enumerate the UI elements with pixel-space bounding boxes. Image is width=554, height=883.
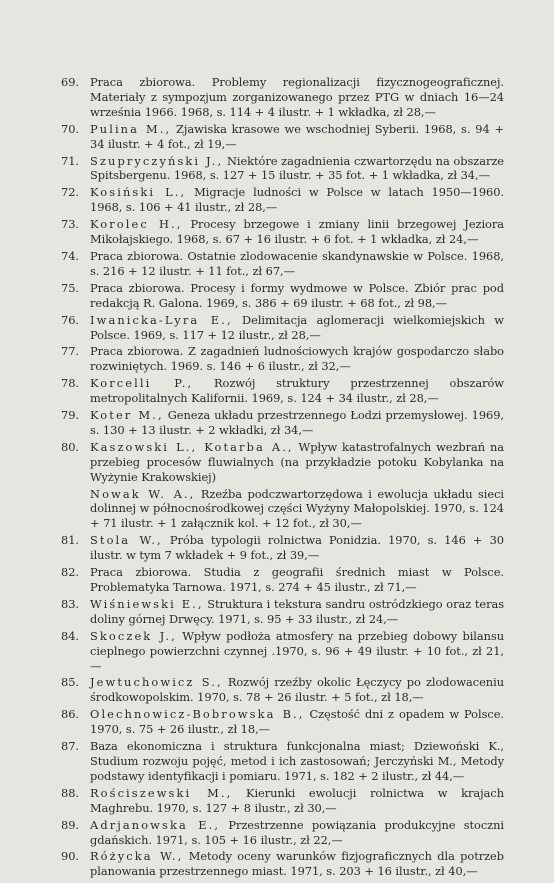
entry-author: Olechnowicz-Bobrowska B., [90, 707, 305, 722]
catalog-entry [61, 629, 504, 674]
entry-number: 87. [61, 739, 79, 754]
catalog-entry [61, 597, 504, 627]
entry-text: Rzeźba podczwartorzędowa i ewolucja układu sieci dolinnej w północnośrodkowej części Wyżyny Małopolskiej. 1970, s. 124 + 71 ilustr. + 1 załącznik kol. + 12 fot., zł 30,— [90, 486, 505, 531]
entry-number: 84. [61, 628, 79, 643]
entry-number: 76. [61, 312, 79, 327]
entry-text: Praca zbiorowa. Ostatnie zlodowacenie skandynawskie w Polsce. 1968, s. 216 + 12 ilustr. + 11 fot., zł 67,— [90, 248, 504, 278]
entry-number: 90. [61, 849, 79, 864]
entry-number: 78. [61, 376, 79, 391]
entry-text: Zjawiska krasowe we wschodniej Syberii. 1968, s. 94 + 34 ilustr. + 4 fot., zł 19,— [90, 121, 504, 151]
entry-author: Rościszewski M., [90, 785, 233, 800]
entry-number: 80. [61, 439, 79, 454]
catalog-entry [61, 249, 504, 279]
catalog-entry [61, 707, 504, 737]
entry-text: Praca zbiorowa. Procesy i formy wydmowe w Polsce. Zbiór prac pod redakcją R. Galona. 1969, s. 386 + 69 ilustr. + 68 fot., zł 98,— [90, 280, 504, 310]
catalog-entry [61, 154, 504, 184]
entry-author: Stola W., [90, 533, 163, 548]
entry-author: Jewtuchowicz S., [90, 675, 223, 690]
entry-text: Rozwój rzeźby okolic Łęczycy po zlodowaceniu środkowopolskim. 1970, s. 78 + 26 ilustr. + 5 fot., zł 18,— [90, 675, 504, 705]
entry-text: Procesy brzegowe i zmiany linii brzegowej Jeziora Mikołajskiego. 1968, s. 67 + 16 ilustr. + 6 fot. + 1 wkładka, zł 24,— [90, 217, 504, 247]
entry-author: Skoczek J., [90, 628, 177, 643]
entry-author: Adrjanowska E., [90, 817, 221, 832]
entry-number: 75. [61, 280, 79, 295]
catalog-entry [61, 75, 504, 120]
catalog-entry [61, 533, 504, 563]
catalog-entry [61, 408, 504, 438]
entry-text: Delimitacja aglomeracji wielkomiejskich w Polsce. 1969, s. 117 + 12 ilustr., zł 28,— [90, 312, 504, 342]
entry-number: 74. [61, 248, 79, 263]
catalog-entry [61, 217, 504, 247]
entry-text: Migracje ludności w Polsce w latach 1950—1960. 1968, s. 106 + 41 ilustr., zł 28,— [90, 185, 504, 215]
entry-author: Różycka W., [90, 849, 184, 864]
entry-number: 82. [61, 565, 79, 580]
entry-text: Próba typologii rolnictwa Ponidzia. 1970, s. 146 + 30 ilustr. w tym 7 wkładek + 9 fot., zł 39,— [90, 533, 504, 563]
entry-number: 83. [61, 596, 79, 611]
entry-text: Wpływ katastrofalnych wezbrań na przebieg procesów fluwialnych (na przykładzie potoku Kobylanka na Wyżynie Krakowskiej) [90, 439, 504, 484]
entry-author: Szupryczyński J., [90, 153, 224, 168]
entry-number: 69. [61, 75, 79, 89]
entry-text: Struktura i tekstura sandru ostródzkiego oraz teras doliny górnej Drwęcy. 1971, s. 95 + 33 ilustr., zł 24,— [90, 596, 504, 626]
entry-text: Geneza układu przestrzennego Łodzi przemysłowej. 1969, s. 130 + 13 ilustr. + 2 wkładki, zł 34,— [90, 408, 504, 437]
entry-number: 86. [61, 707, 79, 722]
catalog-entry [61, 739, 504, 784]
catalog-entry [61, 487, 504, 532]
entry-author: Koter M., [90, 408, 164, 423]
entry-text: Kierunki ewolucji rolnictwa w krajach Maghrebu. 1970, s. 127 + 8 ilustr., zł 30,— [90, 785, 504, 815]
entry-text: Praca zbiorowa. Studia z geografii średnich miast w Polsce. Problematyka Tarnowa. 1971, s. 274 + 45 ilustr., zł 71,— [90, 565, 504, 594]
entry-number: 77. [61, 344, 79, 359]
entry-text: Metody oceny warunków fizjograficznych dla potrzeb planowania przestrzennego miast. 1971, s. 203 + 16 ilustr., zł 40,— [90, 849, 504, 879]
catalog-entry [61, 185, 504, 215]
catalog-entry [61, 376, 504, 406]
entry-number: 73. [61, 217, 79, 232]
catalog-entry [61, 440, 504, 485]
catalog-entry [61, 122, 504, 152]
entry-number: 72. [61, 185, 79, 200]
entry-number: 88. [61, 785, 79, 800]
entry-author: Pulina M., [90, 121, 172, 136]
entry-text: Przestrzenne powiązania produkcyjne stoczni gdańskich. 1971, s. 105 + 16 ilustr., zł 22,— [90, 817, 504, 847]
catalog-entry [61, 786, 504, 816]
entry-number: 70. [61, 121, 79, 136]
catalog-entry [61, 675, 504, 705]
entry-number: 89. [61, 817, 79, 832]
catalog-entry [61, 849, 504, 879]
entry-author: Korolec H., [90, 217, 183, 232]
entry-text: Niektóre zagadnienia czwartorzędu na obszarze Spitsbergenu. 1968, s. 127 + 15 ilustr. + 35 fot. + 1 wkładka, zł 34,— [90, 153, 504, 183]
catalog-entry [61, 565, 504, 595]
catalog-entry [61, 818, 504, 848]
catalog-entry [61, 281, 504, 311]
entry-number: 85. [61, 675, 79, 690]
entry-text: Praca zbiorowa. Z zagadnień ludnościowych krajów gospodarczo słabo rozwiniętych. 1969. s. 146 + 6 ilustr., zł 32,— [90, 344, 504, 374]
entry-text: Częstość dni z opadem w Polsce. 1970, s. 75 + 26 ilustr., zł 18,— [90, 707, 504, 737]
catalog-entry [61, 344, 504, 374]
entry-author: Kosiński L., [90, 185, 187, 200]
entry-text: Praca zbiorowa. Problemy regionalizacji fizycznogeograficznej. Materiały z sympozjum zorganizowanego przez PTG w dniach 16—24 września 1966. 1968, s. 114 + 4 ilustr. + 1 wkładka, zł 28,— [90, 75, 504, 119]
entry-text: Wpływ podłoża atmosfery na przebieg dobowy bilansu cieplnego powierzchni czynnej .1970, s. 96 + 49 ilustr. + 10 fot., zł 21,— [90, 628, 504, 673]
entry-number: 81. [61, 533, 79, 548]
catalog-entry [61, 313, 504, 343]
entry-author: Korcelli P., [90, 376, 194, 391]
entry-author: Wiśniewski E., [90, 596, 204, 611]
entry-author: Kaszowski L., Kotarba A., [90, 439, 294, 454]
entry-number: 71. [61, 153, 79, 168]
entry-number: 79. [61, 408, 79, 423]
entry-text: Baza ekonomiczna i struktura funkcjonalna miast; Dziewoński K., Studium rozwoju pojęć, metod i ich zastosowań; Jerczyński M., Metody podstawy identyfikacji i pomiaru. 1971, s. 182 + 2 ilustr., zł 44,— [90, 739, 504, 783]
entry-author: Iwanicka-Lyra E., [90, 312, 233, 327]
entry-author: Nowak W. A., [90, 486, 196, 501]
entry-text: Rozwój struktury przestrzennej obszarów metropolitalnych Kalifornii. 1969, s. 124 + 34 ilustr., zł 28,— [90, 376, 504, 406]
